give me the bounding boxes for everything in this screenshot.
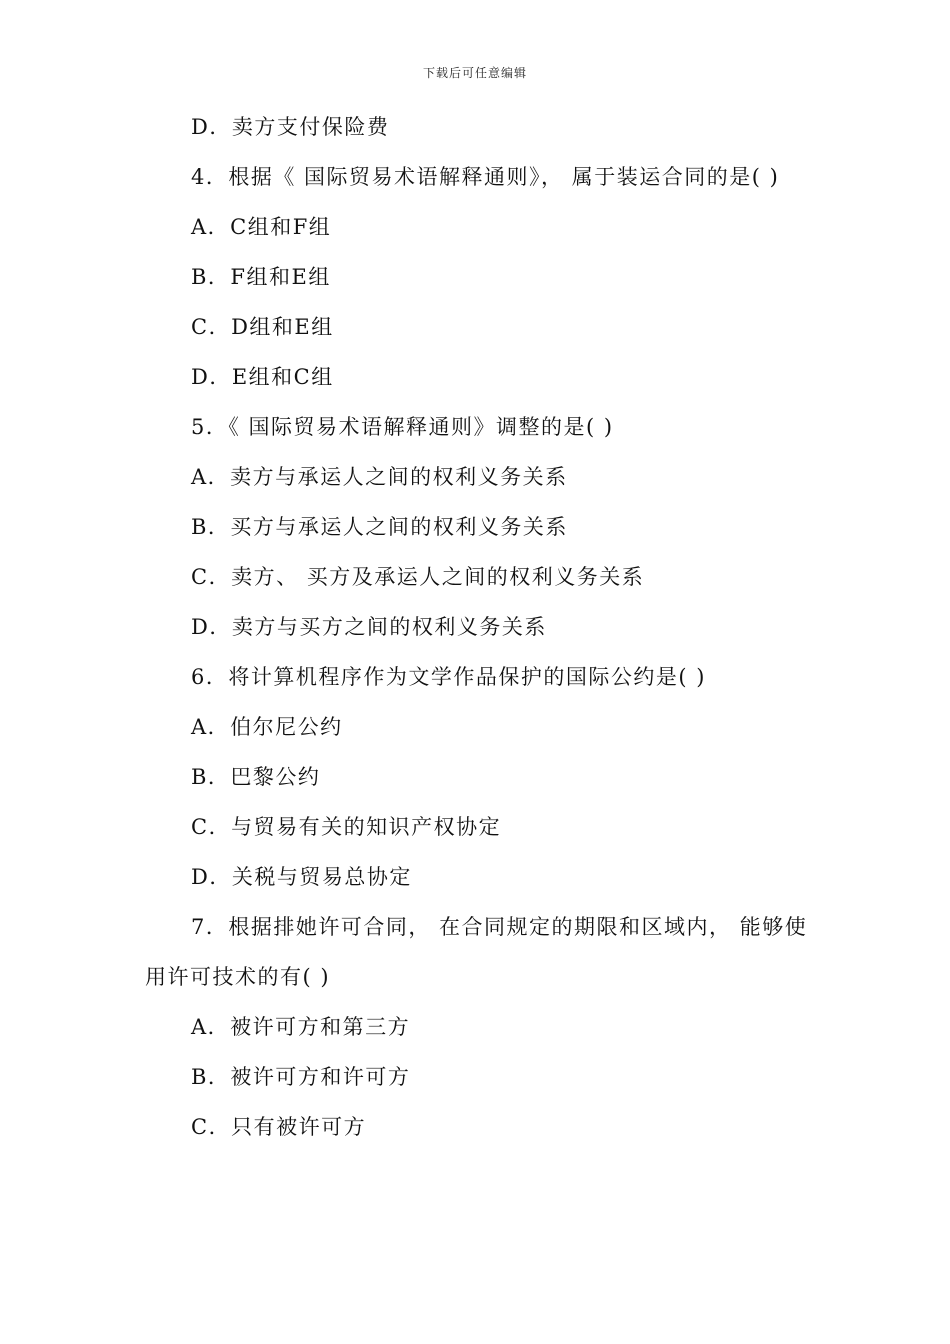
option-d-seller-pays-insurance: D．卖方支付保险费 bbox=[191, 115, 390, 139]
q6-option-c: C．与贸易有关的知识产权协定 bbox=[191, 815, 502, 839]
q4-option-c: C．D组和E组 bbox=[191, 315, 334, 339]
q6-option-b: B．巴黎公约 bbox=[191, 765, 321, 789]
document-body bbox=[145, 108, 810, 1158]
q6-option-d: D．关税与贸易总协定 bbox=[191, 865, 412, 889]
q6-option-a: A．伯尔尼公约 bbox=[191, 715, 343, 739]
q4-option-d: D．E组和C组 bbox=[191, 365, 334, 389]
question-7-line-2: 用许可技术的有( ) bbox=[145, 965, 331, 989]
page-header: 下载后可任意编辑 bbox=[422, 66, 527, 80]
q7-option-b: B．被许可方和许可方 bbox=[191, 1065, 411, 1089]
q7-option-a: A．被许可方和第三方 bbox=[191, 1015, 411, 1039]
q5-option-a: A．卖方与承运人之间的权利义务关系 bbox=[191, 465, 568, 489]
q4-option-a: A．C组和F组 bbox=[191, 215, 332, 239]
q5-option-b: B．买方与承运人之间的权利义务关系 bbox=[191, 515, 568, 539]
question-6: 6．将计算机程序作为文学作品保护的国际公约是( ) bbox=[191, 665, 706, 689]
question-7-line-1: 7．根据排她许可合同， 在合同规定的期限和区域内， 能够使 bbox=[191, 915, 808, 939]
q7-option-c: C．只有被许可方 bbox=[191, 1115, 367, 1139]
q5-option-c: C．卖方、 买方及承运人之间的权利义务关系 bbox=[191, 565, 645, 589]
question-4: 4．根据《 国际贸易术语解释通则》， 属于装运合同的是( ) bbox=[191, 165, 780, 189]
q4-option-b: B．F组和E组 bbox=[191, 265, 331, 289]
q5-option-d: D．卖方与买方之间的权利义务关系 bbox=[191, 615, 547, 639]
question-5: 5．《 国际贸易术语解释通则》调整的是( ) bbox=[191, 415, 614, 439]
